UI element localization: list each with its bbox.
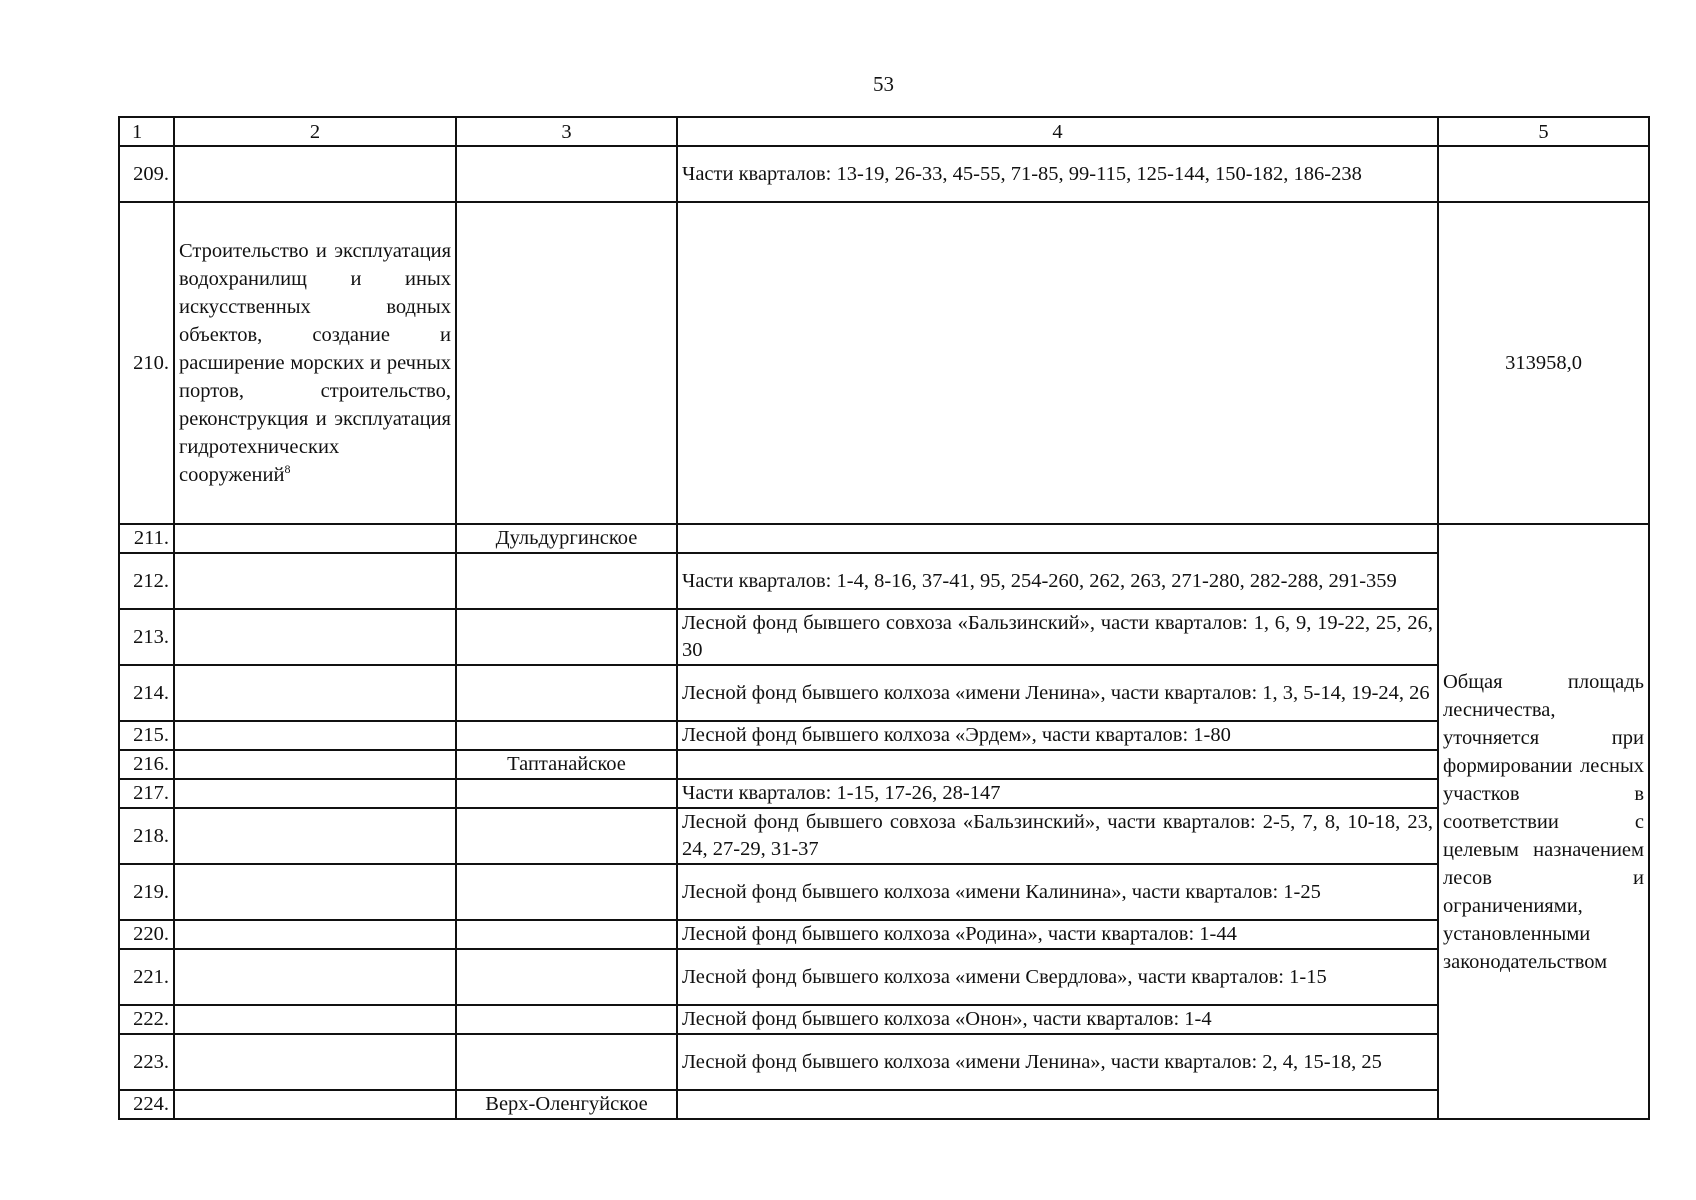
- district-cell: [456, 779, 677, 808]
- purpose-cell: [174, 1005, 456, 1034]
- purpose-cell: [174, 146, 456, 202]
- purpose-cell: [174, 808, 456, 864]
- row-number: 218.: [119, 808, 174, 864]
- table-row: [119, 202, 1649, 524]
- table-row: [119, 721, 1649, 750]
- description-cell: [677, 202, 1438, 524]
- table-row: [119, 808, 1649, 864]
- district-cell: [456, 1005, 677, 1034]
- description-cell: Части кварталов: 13-19, 26-33, 45-55, 71-85, 99-115, 125-144, 150-182, 186-238: [677, 146, 1438, 202]
- purpose-cell: [174, 750, 456, 779]
- district-cell: [456, 146, 677, 202]
- table-row: [119, 524, 1649, 553]
- table-row: [119, 864, 1649, 920]
- district-cell: Дульдургинское: [456, 524, 677, 553]
- row-number: 221.: [119, 949, 174, 1005]
- purpose-cell: [174, 779, 456, 808]
- description-cell: Лесной фонд бывшего совхоза «Бальзинский», части кварталов: 2-5, 7, 8, 10-18, 23, 24, 27-29, 31-37: [677, 808, 1438, 864]
- row-number: 217.: [119, 779, 174, 808]
- column-header-1: 1: [119, 117, 174, 146]
- description-cell: [677, 750, 1438, 779]
- table-row: [119, 920, 1649, 949]
- purpose-cell: [174, 1034, 456, 1090]
- page-number: 53: [873, 72, 894, 96]
- purpose-cell: [174, 864, 456, 920]
- table-row: [119, 779, 1649, 808]
- table-row: [119, 1090, 1649, 1119]
- district-cell: [456, 665, 677, 721]
- description-cell: [677, 1090, 1438, 1119]
- description-cell: Лесной фонд бывшего колхоза «Онон», части кварталов: 1-4: [677, 1005, 1438, 1034]
- footnote-marker: 8: [284, 462, 291, 477]
- district-cell: [456, 609, 677, 665]
- table-row: [119, 1005, 1649, 1034]
- purpose-cell: [174, 553, 456, 609]
- district-cell: [456, 808, 677, 864]
- description-cell: Части кварталов: 1-4, 8-16, 37-41, 95, 254-260, 262, 263, 271-280, 282-288, 291-359: [677, 553, 1438, 609]
- column-header-3: 3: [456, 117, 677, 146]
- district-cell: Верх-Оленгуйское: [456, 1090, 677, 1119]
- district-cell: Таптанайское: [456, 750, 677, 779]
- description-cell: Лесной фонд бывшего колхоза «имени Ленина», части кварталов: 1, 3, 5-14, 19-24, 26: [677, 665, 1438, 721]
- description-cell: Лесной фонд бывшего колхоза «Эрдем», части кварталов: 1-80: [677, 721, 1438, 750]
- description-cell: Лесной фонд бывшего колхоза «Родина», части кварталов: 1-44: [677, 920, 1438, 949]
- description-cell: Лесной фонд бывшего колхоза «имени Свердлова», части кварталов: 1-15: [677, 949, 1438, 1005]
- district-cell: [456, 721, 677, 750]
- district-cell: [456, 202, 677, 524]
- table-row: [119, 1034, 1649, 1090]
- purpose-cell: [174, 920, 456, 949]
- row-number: 220.: [119, 920, 174, 949]
- description-cell: Части кварталов: 1-15, 17-26, 28-147: [677, 779, 1438, 808]
- district-cell: [456, 864, 677, 920]
- column-header-4: 4: [677, 117, 1438, 146]
- description-cell: [677, 524, 1438, 553]
- row-number: 224.: [119, 1090, 174, 1119]
- purpose-text: Строительство и эксплуатация водохранилищ и иных искусственных водных объектов, создание и расширение морских и речных портов, строительство, реконструкция и эксплуатация гидротехнических сооружений: [179, 240, 451, 486]
- table-row: [119, 750, 1649, 779]
- purpose-cell: [174, 949, 456, 1005]
- district-cell: [456, 553, 677, 609]
- row-number: 215.: [119, 721, 174, 750]
- description-cell: Лесной фонд бывшего колхоза «имени Ленина», части кварталов: 2, 4, 15-18, 25: [677, 1034, 1438, 1090]
- column-header-2: 2: [174, 117, 456, 146]
- area-cell: [1438, 146, 1649, 202]
- purpose-cell: [174, 1090, 456, 1119]
- row-number: 223.: [119, 1034, 174, 1090]
- purpose-cell: [174, 721, 456, 750]
- row-number: 219.: [119, 864, 174, 920]
- row-number: 210.: [119, 202, 174, 524]
- forest-areas-table: [118, 116, 1650, 1120]
- description-cell: Лесной фонд бывшего совхоза «Бальзинский», части кварталов: 1, 6, 9, 19-22, 25, 26, 30: [677, 609, 1438, 665]
- row-number: 222.: [119, 1005, 174, 1034]
- row-number: 209.: [119, 146, 174, 202]
- row-number: 214.: [119, 665, 174, 721]
- area-cell: 313958,0: [1438, 202, 1649, 524]
- row-number: 212.: [119, 553, 174, 609]
- row-number: 216.: [119, 750, 174, 779]
- description-cell: Лесной фонд бывшего колхоза «имени Калинина», части кварталов: 1-25: [677, 864, 1438, 920]
- table-row: [119, 949, 1649, 1005]
- district-cell: [456, 920, 677, 949]
- table-row: [119, 609, 1649, 665]
- column-header-5: 5: [1438, 117, 1649, 146]
- purpose-cell: [174, 202, 456, 524]
- purpose-cell: [174, 524, 456, 553]
- table-row: [119, 553, 1649, 609]
- table-header-row: [119, 117, 1649, 146]
- district-cell: [456, 1034, 677, 1090]
- district-cell: [456, 949, 677, 1005]
- row-number: 211.: [119, 524, 174, 553]
- table-row: [119, 665, 1649, 721]
- row-number: 213.: [119, 609, 174, 665]
- merged-note-cell: Общая площадь лесничества, уточняется при формировании лесных участков в соответствии с целевым назначением лесов и ограничениями, установленными законодательством: [1438, 524, 1649, 1119]
- purpose-cell: [174, 609, 456, 665]
- purpose-cell: [174, 665, 456, 721]
- table-row: [119, 146, 1649, 202]
